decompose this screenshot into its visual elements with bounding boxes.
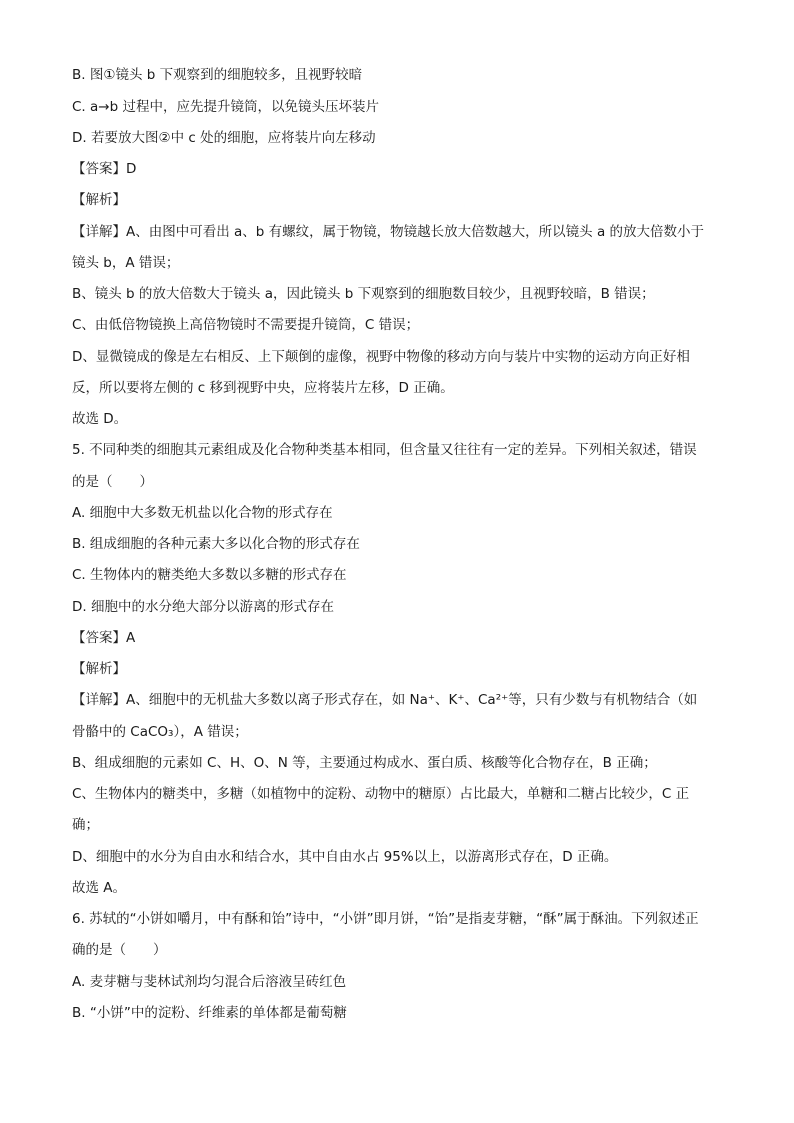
option-c-text: C. a→b 过程中，应先提升镜筒，以免镜头压坏装片 [72,99,379,115]
answer-label: 【答案】A [72,630,136,646]
option-c-text: C. 生物体内的糖类绝大多数以多糖的形式存在 [72,567,347,583]
answer-label: 【答案】D [72,161,137,177]
explanation-line: D、细胞中的水分为自由水和结合水，其中自由水占 95%以上，以游离形式存在，D 正确。 [72,849,618,865]
explanation-line: 镜头 b，A 错误； [72,255,180,271]
conclusion-line: 故选 A。 [72,880,127,896]
analysis-label: 【解析】 [72,192,126,208]
conclusion-line: 故选 D。 [72,411,128,427]
explanation-line: 【详解】A、细胞中的无机盐大多数以离子形式存在，如 Na⁺、K⁺、Ca²⁺等，只有少数与有机物结合（如 [72,692,698,708]
option-d-text: D. 若要放大图②中 c 处的细胞，应将装片向左移动 [72,130,376,146]
analysis-label: 【解析】 [72,661,126,677]
explanation-line: B、组成细胞的元素如 C、H、O、N 等，主要通过构成水、蛋白质、核酸等化合物存在，B 正确； [72,755,657,771]
question-6-stem: 6. 苏轼的“小饼如嚼月，中有酥和饴”诗中，“小饼”即月饼，“饴”是指麦芽糖，“酥”属于酥油。下列叙述正 [72,911,699,927]
explanation-line: D、显微镜成的像是左右相反、上下颠倒的虚像，视野中物像的移动方向与装片中实物的运动方向正好相 [72,349,690,365]
explanation-line: 确； [72,817,99,833]
option-a-text: A. 麦芽糖与斐林试剂均匀混合后溶液呈砖红色 [72,974,347,990]
explanation-line: C、生物体内的糖类中，多糖（如植物中的淀粉、动物中的糖原）占比最大，单糖和二糖占比较少，C 正 [72,786,690,802]
option-d-text: D. 细胞中的水分绝大部分以游离的形式存在 [72,599,334,615]
option-b-text: B. 组成细胞的各种元素大多以化合物的形式存在 [72,536,360,552]
explanation-line: 反，所以要将左侧的 c 移到视野中央，应将装片左移，D 正确。 [72,380,454,396]
explanation-line: 【详解】A、由图中可看出 a、b 有螺纹，属于物镜，物镜越长放大倍数越大，所以镜头 a 的放大倍数小于 [72,224,705,240]
question-5-stem: 5. 不同种类的细胞其元素组成及化合物种类基本相同，但含量又往往有一定的差异。下列相关叙述，错误 [72,442,697,458]
explanation-line: B、镜头 b 的放大倍数大于镜头 a，因此镜头 b 下观察到的细胞数目较少，且视野较暗，B 错误； [72,286,655,302]
option-b-text: B. “小饼”中的淀粉、纤维素的单体都是葡萄糖 [72,1005,347,1021]
question-5-stem: 的是（ ） [72,474,153,490]
option-a-text: A. 细胞中大多数无机盐以化合物的形式存在 [72,505,333,521]
question-6-stem: 确的是（ ） [72,942,167,958]
option-b-text: B. 图①镜头 b 下观察到的细胞较多，且视野较暗 [72,67,363,83]
explanation-line: C、由低倍物镜换上高倍物镜时不需要提升镜筒，C 错误； [72,317,420,333]
explanation-line: 骨骼中的 CaCO₃），A 错误； [72,724,248,740]
